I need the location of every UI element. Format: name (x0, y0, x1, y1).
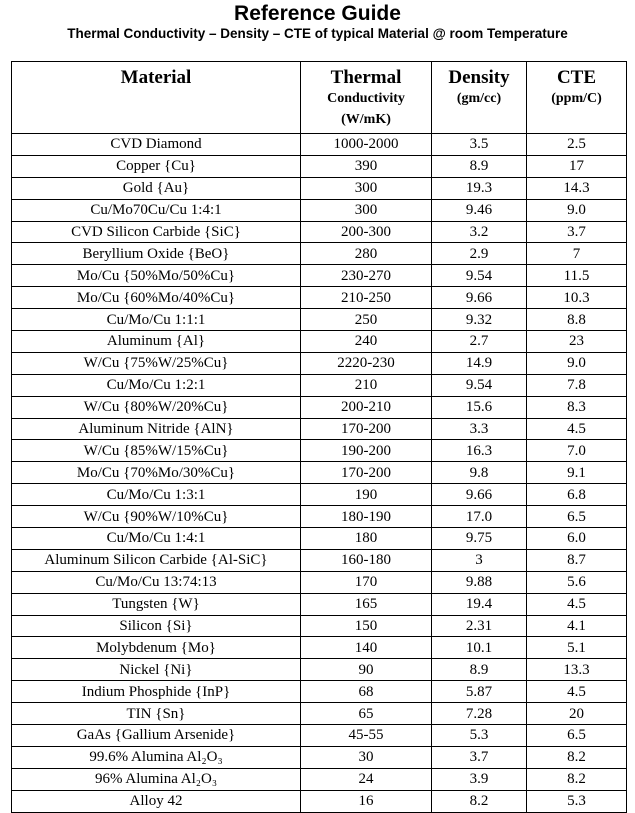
header-thermal-sub1: Conductivity (327, 91, 405, 106)
cell-material: W/Cu {75%W/25%Cu} (12, 352, 301, 374)
cell-thermal: 210-250 (301, 287, 432, 309)
cell-density: 9.75 (432, 528, 527, 550)
cell-cte: 5.1 (527, 637, 627, 659)
cell-cte: 9.0 (527, 199, 627, 221)
cell-cte: 9.1 (527, 462, 627, 484)
cell-material: W/Cu {90%W/10%Cu} (12, 506, 301, 528)
cell-cte: 5.6 (527, 571, 627, 593)
cell-thermal: 160-180 (301, 549, 432, 571)
cell-cte: 7.0 (527, 440, 627, 462)
cell-thermal: 300 (301, 199, 432, 221)
cell-material: Aluminum Silicon Carbide {Al-SiC} (12, 549, 301, 571)
header-cte (527, 62, 627, 134)
cell-cte: 7 (527, 243, 627, 265)
cell-thermal: 30 (301, 746, 432, 768)
cell-thermal: 300 (301, 177, 432, 199)
cell-cte: 4.1 (527, 615, 627, 637)
cell-thermal: 140 (301, 637, 432, 659)
table-row (12, 134, 627, 156)
cell-density: 3.9 (432, 768, 527, 790)
cell-density: 7.28 (432, 703, 527, 725)
cell-cte: 20 (527, 703, 627, 725)
cell-thermal: 90 (301, 659, 432, 681)
cell-material: Beryllium Oxide {BeO} (12, 243, 301, 265)
cell-material: Molybdenum {Mo} (12, 637, 301, 659)
cell-density: 2.7 (432, 331, 527, 353)
cell-density: 9.66 (432, 484, 527, 506)
cell-thermal: 180-190 (301, 506, 432, 528)
cell-material: Aluminum {Al} (12, 331, 301, 353)
cell-density: 3.7 (432, 746, 527, 768)
header-material-label: Material (120, 67, 192, 88)
table-row (12, 615, 627, 637)
cell-material: CVD Diamond (12, 134, 301, 156)
page-subtitle: Thermal Conductivity – Density – CTE of typical Material @ room Temperature (67, 26, 568, 41)
cell-density: 8.2 (432, 790, 527, 812)
cell-density: 3.2 (432, 221, 527, 243)
table-row (12, 746, 627, 768)
table-row (12, 681, 627, 703)
header-thermal-sub2: (W/mK) (341, 112, 391, 127)
cell-thermal: 200-300 (301, 221, 432, 243)
cell-material: 99.6% Alumina Al₂O₃ (12, 746, 301, 768)
table-row (12, 177, 627, 199)
cell-cte: 23 (527, 331, 627, 353)
cell-density: 14.9 (432, 352, 527, 374)
table-row (12, 725, 627, 747)
cell-density: 9.8 (432, 462, 527, 484)
cell-thermal: 240 (301, 331, 432, 353)
cell-density: 8.9 (432, 155, 527, 177)
cell-cte: 11.5 (527, 265, 627, 287)
cell-material: Aluminum Nitride {AlN} (12, 418, 301, 440)
cell-density: 19.3 (432, 177, 527, 199)
cell-thermal: 170-200 (301, 462, 432, 484)
cell-density: 3.5 (432, 134, 527, 156)
header-thermal-label: Thermal (330, 67, 402, 88)
cell-material: Cu/Mo/Cu 1:2:1 (12, 374, 301, 396)
table-row (12, 374, 627, 396)
table-row (12, 768, 627, 790)
table-row (12, 659, 627, 681)
table-row (12, 199, 627, 221)
table-row (12, 462, 627, 484)
cell-thermal: 280 (301, 243, 432, 265)
cell-cte: 4.5 (527, 418, 627, 440)
cell-density: 9.54 (432, 265, 527, 287)
cell-material: Silicon {Si} (12, 615, 301, 637)
header-cte-label: CTE (556, 67, 597, 88)
cell-cte: 6.5 (527, 725, 627, 747)
cell-thermal: 230-270 (301, 265, 432, 287)
cell-thermal: 210 (301, 374, 432, 396)
cell-thermal: 150 (301, 615, 432, 637)
cell-material: Indium Phosphide {InP} (12, 681, 301, 703)
cell-cte: 13.3 (527, 659, 627, 681)
cell-cte: 17 (527, 155, 627, 177)
cell-thermal: 390 (301, 155, 432, 177)
cell-cte: 5.3 (527, 790, 627, 812)
header-cte-sub: (ppm/C) (551, 91, 602, 106)
cell-thermal: 16 (301, 790, 432, 812)
cell-cte: 8.3 (527, 396, 627, 418)
cell-material: 96% Alumina Al₂O₃ (12, 768, 301, 790)
cell-cte: 6.0 (527, 528, 627, 550)
cell-density: 15.6 (432, 396, 527, 418)
cell-thermal: 180 (301, 528, 432, 550)
cell-cte: 8.2 (527, 768, 627, 790)
table-row (12, 440, 627, 462)
cell-material: Cu/Mo/Cu 1:4:1 (12, 528, 301, 550)
cell-density: 3 (432, 549, 527, 571)
header-material (12, 62, 301, 134)
table-row (12, 396, 627, 418)
table-row (12, 506, 627, 528)
cell-thermal: 190-200 (301, 440, 432, 462)
cell-cte: 6.5 (527, 506, 627, 528)
cell-material: Cu/Mo/Cu 1:1:1 (12, 309, 301, 331)
cell-thermal: 45-55 (301, 725, 432, 747)
cell-thermal: 65 (301, 703, 432, 725)
header-density (432, 62, 527, 134)
cell-density: 9.46 (432, 199, 527, 221)
table-row (12, 155, 627, 177)
cell-cte: 4.5 (527, 593, 627, 615)
cell-material: Mo/Cu {60%Mo/40%Cu} (12, 287, 301, 309)
cell-material: GaAs {Gallium Arsenide} (12, 725, 301, 747)
cell-material: Mo/Cu {70%Mo/30%Cu} (12, 462, 301, 484)
table-row (12, 331, 627, 353)
table-row (12, 352, 627, 374)
table-row (12, 637, 627, 659)
cell-density: 5.87 (432, 681, 527, 703)
cell-thermal: 24 (301, 768, 432, 790)
cell-cte: 10.3 (527, 287, 627, 309)
cell-density: 16.3 (432, 440, 527, 462)
cell-cte: 9.0 (527, 352, 627, 374)
table-row (12, 309, 627, 331)
cell-thermal: 165 (301, 593, 432, 615)
table-row (12, 221, 627, 243)
table-row (12, 484, 627, 506)
cell-thermal: 170 (301, 571, 432, 593)
cell-density: 9.32 (432, 309, 527, 331)
cell-density: 2.31 (432, 615, 527, 637)
cell-material: W/Cu {85%W/15%Cu} (12, 440, 301, 462)
cell-density: 8.9 (432, 659, 527, 681)
cell-cte: 8.8 (527, 309, 627, 331)
cell-density: 5.3 (432, 725, 527, 747)
table-row (12, 243, 627, 265)
cell-density: 3.3 (432, 418, 527, 440)
table-row (12, 549, 627, 571)
cell-material: TIN {Sn} (12, 703, 301, 725)
table-row (12, 593, 627, 615)
table-header-row (12, 62, 627, 134)
cell-cte: 14.3 (527, 177, 627, 199)
cell-density: 9.88 (432, 571, 527, 593)
header-thermal (301, 62, 432, 134)
reference-table (11, 61, 627, 813)
cell-cte: 2.5 (527, 134, 627, 156)
cell-material: Cu/Mo/Cu 13:74:13 (12, 571, 301, 593)
cell-thermal: 200-210 (301, 396, 432, 418)
cell-density: 2.9 (432, 243, 527, 265)
cell-material: Cu/Mo70Cu/Cu 1:4:1 (12, 199, 301, 221)
table-row (12, 287, 627, 309)
table-row (12, 528, 627, 550)
cell-thermal: 68 (301, 681, 432, 703)
cell-thermal: 2220-230 (301, 352, 432, 374)
header-density-sub: (gm/cc) (456, 91, 502, 106)
table-row (12, 418, 627, 440)
cell-density: 10.1 (432, 637, 527, 659)
cell-thermal: 1000-2000 (301, 134, 432, 156)
cell-cte: 8.2 (527, 746, 627, 768)
cell-material: Gold {Au} (12, 177, 301, 199)
page-title: Reference Guide (234, 2, 401, 25)
table-row (12, 790, 627, 812)
cell-density: 17.0 (432, 506, 527, 528)
cell-thermal: 170-200 (301, 418, 432, 440)
cell-cte: 4.5 (527, 681, 627, 703)
cell-cte: 6.8 (527, 484, 627, 506)
table-row (12, 265, 627, 287)
cell-material: W/Cu {80%W/20%Cu} (12, 396, 301, 418)
cell-material: CVD Silicon Carbide {SiC} (12, 221, 301, 243)
cell-cte: 7.8 (527, 374, 627, 396)
header-density-label: Density (448, 67, 510, 88)
cell-cte: 8.7 (527, 549, 627, 571)
table-row (12, 571, 627, 593)
cell-thermal: 250 (301, 309, 432, 331)
cell-material: Cu/Mo/Cu 1:3:1 (12, 484, 301, 506)
cell-material: Tungsten {W} (12, 593, 301, 615)
cell-thermal: 190 (301, 484, 432, 506)
cell-material: Copper {Cu} (12, 155, 301, 177)
cell-material: Nickel {Ni} (12, 659, 301, 681)
cell-density: 9.66 (432, 287, 527, 309)
cell-cte: 3.7 (527, 221, 627, 243)
cell-material: Alloy 42 (12, 790, 301, 812)
cell-density: 9.54 (432, 374, 527, 396)
table-row (12, 703, 627, 725)
cell-material: Mo/Cu {50%Mo/50%Cu} (12, 265, 301, 287)
cell-density: 19.4 (432, 593, 527, 615)
